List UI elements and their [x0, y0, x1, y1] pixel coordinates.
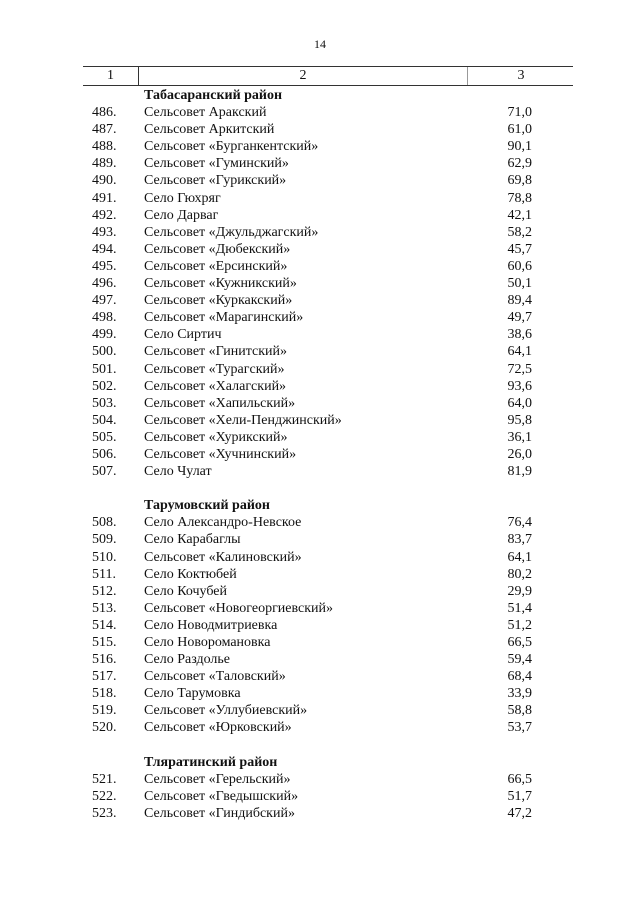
settlement-name: Сельсовет «Гинитский» — [144, 344, 287, 360]
row-value: 66,5 — [507, 635, 532, 650]
row-value: 26,0 — [507, 446, 532, 462]
settlement-name: Сельсовет «Гиндибский» — [144, 805, 295, 821]
row-value: 72,5 — [507, 361, 532, 377]
settlement-name: Сельсовет «Уллубиевский» — [144, 703, 308, 719]
table-row — [0, 702, 640, 719]
row-number: 511. — [92, 566, 116, 582]
row-number: 507. — [92, 464, 117, 480]
settlement-name: Сельсовет «Гуминский» — [144, 156, 289, 172]
table-row — [0, 326, 640, 343]
table-row — [0, 634, 640, 651]
row-number: 502. — [92, 378, 117, 394]
row-number: 514. — [92, 617, 117, 633]
table-row — [0, 292, 640, 309]
row-number: 487. — [92, 122, 117, 138]
column-header-1: 1 — [83, 67, 139, 85]
row-number: 505. — [92, 429, 117, 445]
row-number: 517. — [92, 669, 117, 685]
settlement-name: Село Новодмитриевка — [144, 617, 278, 633]
row-value: 38,6 — [507, 327, 532, 343]
district-heading — [0, 754, 640, 771]
table-row — [0, 343, 640, 360]
table-row — [0, 685, 640, 702]
table-row — [0, 531, 640, 548]
settlement-name: Сельсовет «Калиновский» — [144, 549, 302, 565]
row-number: 518. — [92, 686, 117, 702]
table-row — [0, 805, 640, 822]
table-row — [0, 549, 640, 566]
table-row — [0, 446, 640, 463]
settlement-name: Село Кочубей — [144, 583, 227, 599]
settlement-name: Сельсовет «Куркакский» — [144, 293, 293, 309]
row-value: 64,1 — [507, 549, 532, 565]
row-number: 496. — [92, 276, 117, 292]
row-number: 494. — [92, 241, 117, 257]
row-number: 489. — [92, 156, 117, 172]
row-value: 51,4 — [507, 600, 532, 616]
table-row — [0, 378, 640, 395]
page-number: 14 — [314, 37, 326, 51]
settlement-name: Сельсовет «Марагинский» — [144, 310, 304, 326]
row-value: 78,8 — [507, 190, 532, 206]
table-row — [0, 309, 640, 326]
row-number: 504. — [92, 412, 117, 428]
table-row — [0, 651, 640, 668]
settlement-name: Сельсовет «Джульджагский» — [144, 224, 319, 240]
table-row — [0, 514, 640, 531]
row-value: 80,2 — [507, 566, 532, 582]
district-heading — [0, 87, 640, 104]
row-value: 83,7 — [507, 532, 532, 548]
row-number: 491. — [92, 190, 117, 206]
settlement-name: Сельсовет Аркитский — [144, 122, 275, 138]
row-number: 497. — [92, 293, 117, 309]
settlement-name: Сельсовет «Хучнинский» — [144, 446, 297, 462]
row-value: 61,0 — [507, 122, 532, 138]
row-number: 492. — [92, 207, 117, 223]
row-value: 58,2 — [507, 224, 532, 240]
settlement-name: Сельсовет «Дюбекский» — [144, 241, 291, 257]
row-value: 51,7 — [507, 788, 532, 804]
table-row — [0, 104, 640, 121]
row-number: 523. — [92, 805, 117, 821]
row-value: 47,2 — [507, 805, 532, 821]
row-value: 58,8 — [507, 703, 532, 719]
row-value: 93,6 — [507, 378, 532, 394]
settlement-name: Сельсовет «Хели-Пенджинский» — [144, 412, 342, 428]
row-value: 89,4 — [507, 293, 532, 309]
row-number: 500. — [92, 344, 117, 360]
row-number: 501. — [92, 361, 117, 377]
row-value: 45,7 — [507, 241, 532, 257]
settlement-name: Село Александро-Невское — [144, 515, 302, 531]
settlement-name: Сельсовет «Юрковский» — [144, 720, 292, 736]
settlement-name: Сельсовет «Ерсинский» — [144, 258, 288, 274]
row-value: 59,4 — [507, 652, 532, 668]
table-row — [0, 241, 640, 258]
settlement-name: Село Сиртич — [144, 327, 222, 343]
row-number: 512. — [92, 583, 117, 599]
table-row — [0, 788, 640, 805]
row-value: 66,5 — [507, 771, 532, 787]
settlement-name: Сельсовет «Турагский» — [144, 361, 285, 377]
row-value: 42,1 — [507, 207, 532, 223]
settlement-name: Село Гюхряг — [144, 190, 221, 206]
row-value: 81,9 — [507, 464, 532, 480]
table-row — [0, 395, 640, 412]
row-value: 49,7 — [507, 310, 532, 326]
row-number: 520. — [92, 720, 117, 736]
table-row — [0, 275, 640, 292]
row-value: 62,9 — [507, 156, 532, 172]
table-row — [0, 719, 640, 736]
settlement-name: Сельсовет «Таловский» — [144, 669, 286, 685]
table-row — [0, 412, 640, 429]
table-row — [0, 463, 640, 480]
row-value: 64,0 — [507, 395, 532, 411]
table-row — [0, 600, 640, 617]
row-number: 486. — [92, 105, 117, 121]
row-number: 499. — [92, 327, 117, 343]
table-row — [0, 668, 640, 685]
row-value: 68,4 — [507, 669, 532, 685]
row-number: 508. — [92, 515, 117, 531]
row-number: 493. — [92, 224, 117, 240]
settlement-name: Село Дарваг — [144, 207, 219, 223]
row-value: 90,1 — [507, 139, 532, 155]
table-row — [0, 121, 640, 138]
column-header-2: 2 — [299, 68, 307, 83]
settlement-name: Село Раздолье — [144, 652, 231, 668]
row-number: 498. — [92, 310, 117, 326]
row-value: 36,1 — [507, 429, 532, 445]
row-number: 506. — [92, 446, 117, 462]
settlement-name: Сельсовет Аракский — [144, 105, 267, 121]
table-row — [0, 155, 640, 172]
row-number: 516. — [92, 652, 117, 668]
table-row — [0, 429, 640, 446]
row-value: 29,9 — [507, 583, 532, 599]
district-heading — [0, 497, 640, 514]
settlement-name: Сельсовет «Кужникский» — [144, 276, 297, 292]
section-spacer — [0, 737, 640, 754]
table-row — [0, 138, 640, 155]
settlement-name: Сельсовет «Гурикский» — [144, 173, 287, 189]
row-number: 513. — [92, 600, 117, 616]
row-number: 509. — [92, 532, 117, 548]
row-value: 64,1 — [507, 344, 532, 360]
row-number: 522. — [92, 788, 117, 804]
table-row — [0, 190, 640, 207]
settlement-name: Сельсовет «Гведышский» — [144, 788, 299, 804]
settlement-name: Село Чулат — [144, 464, 212, 480]
table-header — [83, 66, 573, 86]
row-number: 495. — [92, 258, 117, 274]
table-row — [0, 361, 640, 378]
settlement-name: Сельсовет «Новогеоргиевский» — [144, 600, 334, 616]
row-value: 50,1 — [507, 276, 532, 292]
table-row — [0, 771, 640, 788]
section-spacer — [0, 480, 640, 497]
row-number: 515. — [92, 635, 117, 650]
row-number: 521. — [92, 771, 117, 787]
district-name: Тляратинский район — [144, 754, 278, 770]
settlement-name: Село Тарумовка — [144, 686, 241, 702]
table-body — [0, 87, 640, 822]
table-row — [0, 224, 640, 241]
table-row — [0, 583, 640, 600]
settlement-name: Сельсовет «Хурикский» — [144, 429, 288, 445]
settlement-name: Сельсовет «Бурганкентский» — [144, 139, 319, 155]
table-row — [0, 207, 640, 224]
row-value: 69,8 — [507, 173, 532, 189]
row-value: 51,2 — [507, 617, 532, 633]
table-row — [0, 258, 640, 275]
settlement-name: Село Новоромановка — [144, 635, 271, 650]
row-value: 71,0 — [507, 105, 532, 121]
settlement-name: Село Коктюбей — [144, 566, 237, 582]
table-row — [0, 566, 640, 583]
row-number: 488. — [92, 139, 117, 155]
settlement-name: Село Карабаглы — [144, 532, 241, 548]
settlement-name: Сельсовет «Халагский» — [144, 378, 287, 394]
column-header-3: 3 — [467, 67, 574, 85]
row-number: 510. — [92, 549, 117, 565]
row-value: 53,7 — [507, 720, 532, 736]
district-name: Тарумовский район — [144, 498, 270, 514]
row-value: 95,8 — [507, 412, 532, 428]
table-row — [0, 172, 640, 189]
row-number: 503. — [92, 395, 117, 411]
row-number: 519. — [92, 703, 117, 719]
row-number: 490. — [92, 173, 117, 189]
row-value: 33,9 — [507, 686, 532, 702]
table-row — [0, 617, 640, 634]
settlement-name: Сельсовет «Герельский» — [144, 771, 291, 787]
row-value: 60,6 — [507, 258, 532, 274]
district-name: Табасаранский район — [144, 88, 283, 103]
row-value: 76,4 — [507, 515, 532, 531]
settlement-name: Сельсовет «Хапильский» — [144, 395, 296, 411]
